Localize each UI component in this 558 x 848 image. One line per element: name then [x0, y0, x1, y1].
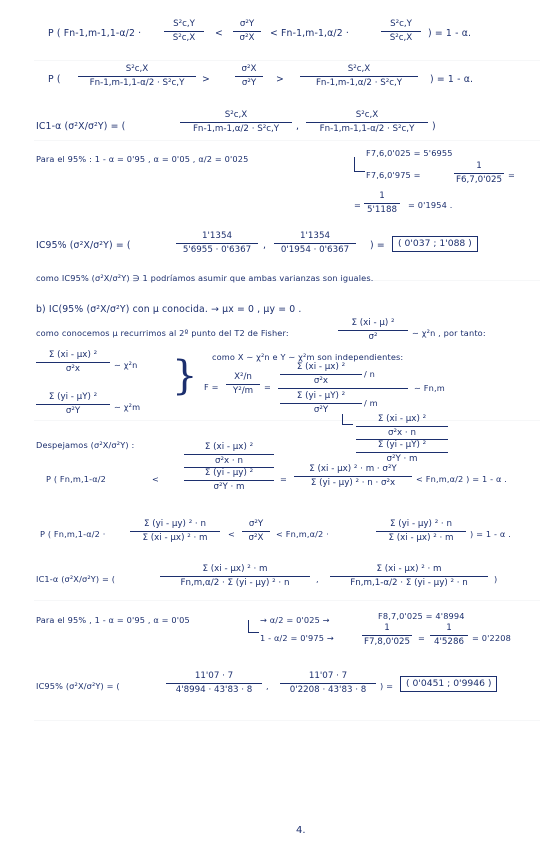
ic95-frac2-den: 0'1954 · 0'6367: [280, 245, 350, 255]
eq1-right-den: S²c,X: [389, 33, 413, 43]
p13-cden-den: σ²Y · m: [213, 482, 245, 492]
rule-line: [34, 60, 540, 61]
eq1-mid-den: σ²X: [239, 33, 255, 43]
p13-cden: [184, 468, 274, 493]
inv-f-result: = 0'2208: [472, 633, 511, 643]
p14-lt2: < Fn,m,α/2 ·: [276, 529, 329, 539]
compound-den-den: σ²Y: [313, 405, 329, 415]
ic95b-result-box: ( 0'0451 ; 0'9946 ): [400, 676, 497, 692]
f-def-num: X²/n: [226, 372, 260, 385]
eq1-mid-frac: [233, 19, 261, 44]
ic95-result-box: ( 0'037 ; 1'088 ): [392, 236, 478, 252]
f-value-2: F7,6,0'975 =: [366, 170, 421, 180]
eq2-left: P (: [48, 74, 61, 85]
ic95b-frac2-den: 0'2208 · 43'83 · 8: [289, 685, 367, 695]
eq2-gt2: >: [276, 74, 284, 85]
compound-den-frac: [280, 391, 362, 416]
p13-frac2: [294, 464, 412, 489]
eq2-frac2: [300, 64, 418, 89]
chi-y-den: σ²Y: [65, 406, 81, 416]
rewritten-frac: [356, 414, 448, 465]
ic15-frac2-num: Σ (xi - μx) ² · m: [330, 564, 488, 577]
eq1-end: ) = 1 - α.: [428, 28, 472, 39]
rewritten-den-den: σ²Y · m: [386, 454, 418, 464]
fisher-frac-num: Σ (xi - μ) ²: [338, 318, 408, 331]
eq2-end: ) = 1 - α.: [430, 74, 474, 85]
compound-num-tail: / n: [364, 369, 376, 379]
f3-frac: [364, 191, 400, 216]
p14-left: P ( Fn,m,1-α/2 ·: [40, 529, 106, 539]
eq1-lt1: <: [215, 28, 223, 39]
p14-mid-den: σ²X: [248, 533, 264, 543]
eq1-frac-den: S²c,X: [172, 33, 196, 43]
right-brace: }: [172, 353, 198, 399]
f-def-label: F =: [204, 382, 219, 392]
rewritten-num-num: Σ (xi - μx) ²: [356, 414, 448, 427]
eq1-right-num: S²c,Y: [381, 19, 421, 32]
eq3-frac2-num: S²c,X: [306, 110, 428, 123]
f-distribution: ∼ Fn,m: [414, 383, 445, 393]
branch-arrow: [354, 157, 365, 172]
ic95b-frac1-num: 11'07 · 7: [166, 671, 262, 684]
fisher-after: ∼ χ²n , por tanto:: [412, 328, 486, 338]
rewritten-den: [356, 440, 448, 465]
f2-den: F6,7,0'025: [456, 175, 503, 185]
compound-frac: [278, 362, 408, 415]
eq2-mid-frac: [235, 64, 263, 89]
f-def-den: Y²/m: [232, 386, 254, 396]
chi-x-after: ∼ χ²n: [114, 360, 138, 370]
f-def-frac: [226, 372, 260, 397]
p13-frac2-den: Σ (yi - μy) ² · n · σ²x: [310, 478, 396, 488]
compound-num-frac: [280, 362, 362, 387]
ic95-frac1-den: 5'6955 · 0'6367: [182, 245, 252, 255]
f2-eq: =: [508, 170, 516, 180]
branch-arrow-b: [248, 620, 259, 633]
fisher-frac-den: σ²: [368, 332, 378, 342]
part-b-title: b) IC(95% (σ²X/σ²Y) con μ conocida. → μx = 0 , μy = 0 .: [36, 304, 302, 315]
ic95b-frac2: [280, 671, 376, 696]
eq1-right-frac: [381, 19, 421, 44]
eq1-frac-num: S²c,Y: [164, 19, 204, 32]
p13-eq: =: [280, 474, 288, 484]
one-minus-alpha-half: 1 - α/2 = 0'975 →: [260, 633, 334, 643]
inv-f2-den: 4'5286: [433, 637, 465, 647]
p13-frac2-num: Σ (xi - μx) ² · m · σ²Y: [294, 464, 412, 477]
eq1-mid-num: σ²Y: [233, 19, 261, 32]
ic15-frac2-den: Fn,m,1-α/2 · Σ (yi - μy) ² · n: [350, 578, 468, 588]
ic95-end: ) =: [370, 240, 385, 251]
rewritten-num-den: σ²x · n: [388, 428, 416, 438]
compound-num-num: Σ (xi - μx) ²: [280, 362, 362, 375]
inv-f-den: F7,8,0'025: [364, 637, 411, 647]
ic95b-frac1: [166, 671, 262, 696]
compound-divider: [278, 388, 408, 389]
inv-f2-frac: [430, 623, 468, 648]
compound-den-num: Σ (yi - μY) ²: [280, 391, 362, 404]
rule-line: [34, 420, 540, 421]
ic95-left: IC95% (σ²X/σ²Y) = (: [36, 240, 131, 251]
ic95b-comma: ,: [266, 681, 269, 691]
p13-left: P ( Fn,m,1-α/2: [46, 474, 107, 484]
fisher-frac: [338, 318, 408, 343]
p14-end: ) = 1 - α .: [470, 529, 511, 539]
eq2-mid-num: σ²X: [235, 64, 263, 77]
rewrite-arrow: [342, 414, 353, 425]
inv-f2-num: 1: [430, 623, 468, 636]
ic15-frac2: [330, 564, 488, 589]
eq2-gt1: >: [202, 74, 210, 85]
p14-mid-num: σ²Y: [242, 519, 270, 532]
p13-cnum-num: Σ (xi - μx) ²: [184, 442, 274, 455]
eq3-left: IC1-α (σ²X/σ²Y) = (: [36, 121, 126, 132]
page-number: 4.: [296, 825, 306, 836]
inv-f-eq: =: [418, 633, 426, 643]
p14-frac1-den: Σ (xi - μx) ² · m: [142, 533, 208, 543]
eq1-lt2: < Fn-1,m-1,α/2 ·: [270, 28, 349, 39]
chi-x-den: σ²x: [65, 364, 81, 374]
ic95b-end: ) =: [380, 681, 394, 691]
f3-result: = 0'1954 .: [408, 200, 453, 210]
fisher-text: como conocemos μ recurrimos al 2º punto del T2 de Fisher:: [36, 328, 289, 338]
rule-line: [34, 600, 540, 601]
p14-frac2: [376, 519, 466, 544]
f3-den: 5'1188: [366, 205, 398, 215]
p13-cnum-den: σ²x · n: [215, 456, 243, 466]
ic95-comma: ,: [263, 240, 267, 251]
p13-cden-num: Σ (yi - μy) ²: [184, 468, 274, 481]
f2-num: 1: [454, 161, 504, 174]
eq3-frac1: [180, 110, 292, 135]
eq3-comma: ,: [296, 121, 300, 132]
rewritten-den-num: Σ (yi - μY) ²: [356, 440, 448, 453]
eq2-frac1-num: S²c,X: [78, 64, 196, 77]
p14-frac2-den: Σ (xi - μx) ² · m: [388, 533, 454, 543]
p13-cnum: [184, 442, 274, 467]
compound-num-den: σ²x: [313, 376, 329, 386]
ic95-frac2-num: 1'1354: [274, 231, 356, 244]
chi-x-num: Σ (xi - μx) ²: [36, 350, 110, 363]
ic95b-left: IC95% (σ²X/σ²Y) = (: [36, 681, 120, 691]
p14-frac1-num: Σ (yi - μy) ² · n: [130, 519, 220, 532]
ic95b-frac1-den: 4'8994 · 43'83 · 8: [175, 685, 253, 695]
eq3-frac2: [306, 110, 428, 135]
f3-pre: =: [354, 200, 362, 210]
ic15-frac1-num: Σ (xi - μx) ² · m: [160, 564, 310, 577]
eq3-end: ): [432, 121, 436, 132]
ic15-frac1: [160, 564, 310, 589]
eq2-mid-den: σ²Y: [241, 78, 257, 88]
eq1-left: P ( Fn-1,m-1,1-α/2 ·: [48, 28, 142, 39]
ic95-frac2: [274, 231, 356, 256]
chi-y-num: Σ (yi - μY) ²: [36, 392, 110, 405]
inv-f-frac: [362, 623, 412, 648]
eq2-frac1-den: Fn-1,m-1,1-α/2 · S²c,Y: [89, 78, 185, 88]
p14-frac1: [130, 519, 220, 544]
eq3-frac2-den: Fn-1,m-1,1-α/2 · S²c,Y: [319, 124, 415, 134]
ic15-left: IC1-α (σ²X/σ²Y) = (: [36, 574, 116, 584]
eq2-frac2-num: S²c,X: [300, 64, 418, 77]
ic95-frac1-num: 1'1354: [176, 231, 258, 244]
inv-f-num: 1: [362, 623, 412, 636]
para95-text: Para el 95% : 1 - α = 0'95 , α = 0'05 , α/2 = 0'025: [36, 154, 249, 164]
chi-y-after: ∼ χ²m: [114, 402, 141, 412]
p13-compound: [184, 442, 274, 493]
f3-num: 1: [364, 191, 400, 204]
f-def-eq: =: [264, 382, 272, 392]
eq1-frac: [164, 19, 204, 44]
f-value-2-frac: [454, 161, 504, 186]
chi-x-frac: [36, 350, 110, 375]
p14-lt1: <: [228, 529, 236, 539]
para95-b-text: Para el 95% , 1 - α = 0'95 , α = 0'05: [36, 615, 190, 625]
alpha-half-arrow: → α/2 = 0'025 →: [260, 615, 330, 625]
chi-y-frac: [36, 392, 110, 417]
p13-lt: <: [152, 474, 160, 484]
ic95-frac1: [176, 231, 258, 256]
rule-line: [34, 720, 540, 721]
ic15-frac1-den: Fn,m,α/2 · Σ (yi - μy) ² · n: [180, 578, 290, 588]
ic95b-frac2-num: 11'07 · 7: [280, 671, 376, 684]
independence-text: como X ∼ χ²n e Y ∼ χ²m son independientes:: [212, 352, 404, 362]
compound-den-tail: / m: [364, 398, 378, 408]
ic15-comma: ,: [316, 574, 319, 584]
f8-7-value: F8,7,0'025 = 4'8994: [378, 611, 465, 621]
f-value-1: F7,6,0'025 = 5'6955: [366, 148, 453, 158]
rule-line: [34, 140, 540, 141]
eq3-frac1-den: Fn-1,m-1,α/2 · S²c,Y: [192, 124, 280, 134]
p14-mid: [242, 519, 270, 544]
eq2-frac1: [78, 64, 196, 89]
p14-frac2-num: Σ (yi - μy) ² · n: [376, 519, 466, 532]
rewritten-num: [356, 414, 448, 439]
despejamos-text: Despejamos (σ²X/σ²Y) :: [36, 440, 135, 450]
p13-end: < Fn,m,α/2 ) = 1 - α .: [416, 474, 508, 484]
eq2-frac2-den: Fn-1,m-1,α/2 · S²c,Y: [315, 78, 403, 88]
ic15-end: ): [494, 574, 498, 584]
conclusion-a: como IC95% (σ²X/σ²Y) ∋ 1 podríamos asumir que ambas varianzas son iguales.: [36, 273, 374, 283]
eq3-frac1-num: S²c,X: [180, 110, 292, 123]
